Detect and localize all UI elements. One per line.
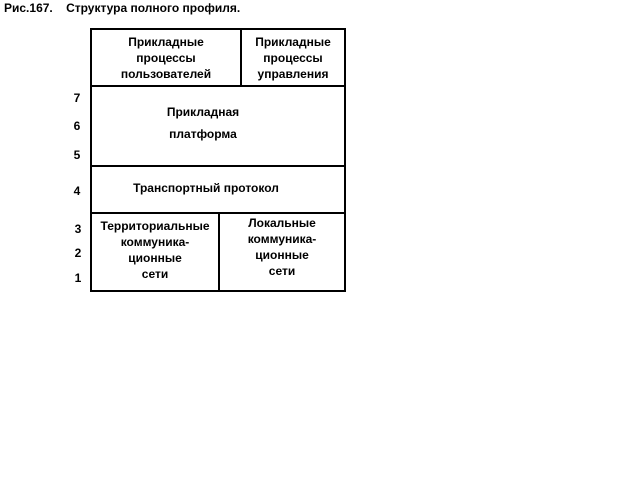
layer-number-5: 5 bbox=[73, 148, 81, 162]
layer-number-6: 6 bbox=[73, 119, 81, 133]
management-application-processes bbox=[243, 30, 343, 86]
user-apps-label: Прикладные процессы пользователей bbox=[120, 35, 212, 81]
application-platform bbox=[93, 96, 313, 150]
layer-number-3: 3 bbox=[74, 222, 82, 236]
layer-number-1: 1 bbox=[74, 271, 82, 285]
local-label: Локальные коммуника- ционные сети bbox=[247, 216, 317, 278]
figure-caption: Рис.167. Структура полного профиля. bbox=[4, 1, 241, 15]
platform-label: Прикладная платформа bbox=[166, 105, 240, 141]
territorial-label: Территориальные коммуника- ционные сети bbox=[100, 219, 210, 281]
user-application-processes bbox=[93, 30, 239, 86]
mgmt-apps-label: Прикладные процессы управления bbox=[255, 35, 331, 81]
territorial-networks bbox=[92, 215, 218, 285]
transport-label: Транспортный протокол bbox=[133, 181, 279, 195]
layer-number-2: 2 bbox=[74, 246, 82, 260]
local-networks bbox=[220, 215, 344, 279]
layer-number-4: 4 bbox=[73, 184, 81, 198]
transport-protocol bbox=[93, 168, 319, 208]
layer-number-7: 7 bbox=[73, 91, 81, 105]
